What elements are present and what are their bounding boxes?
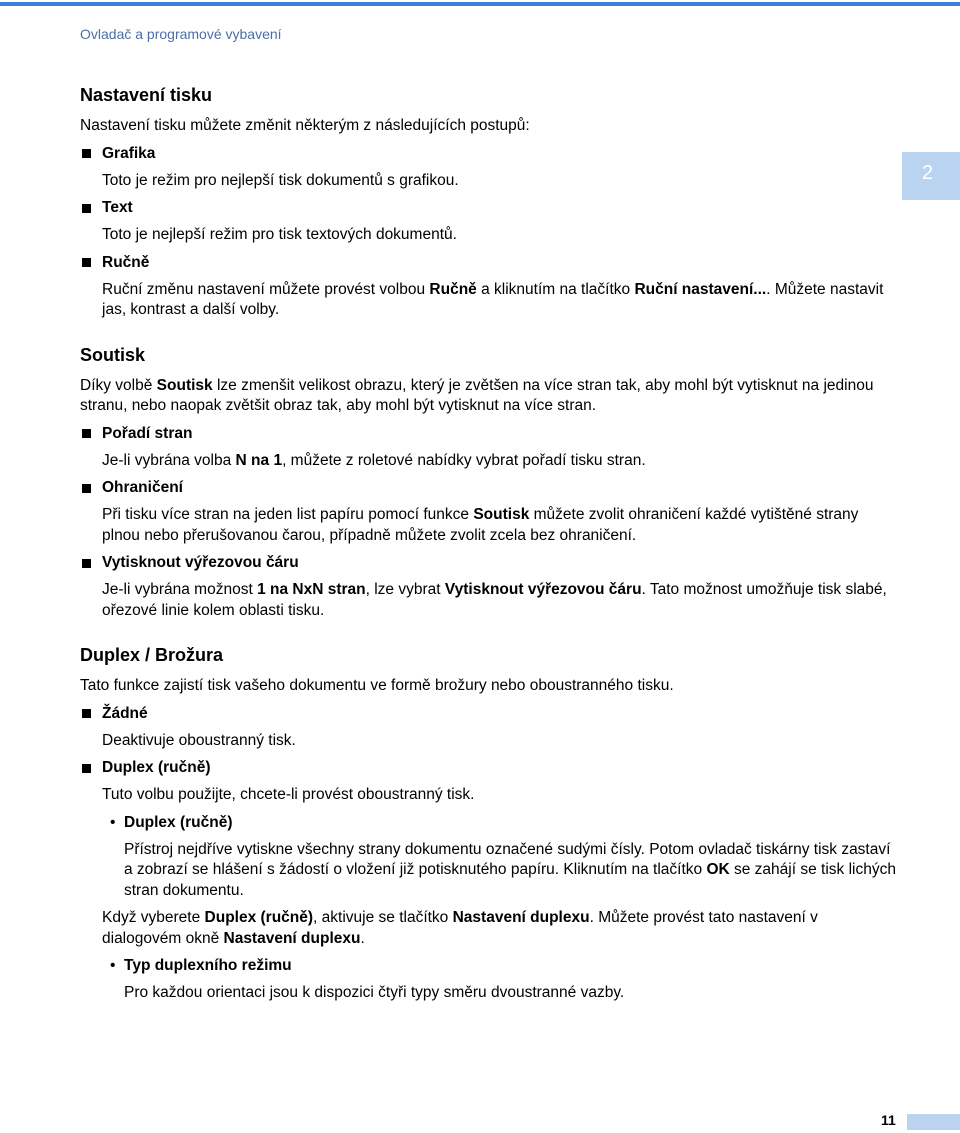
text-run: , aktivuje se tlačítko	[313, 909, 453, 926]
page-number: 11	[881, 1112, 896, 1128]
sub-item-duplex-rucne	[102, 813, 900, 833]
list-item-poradi-stran	[80, 424, 900, 444]
chapter-tab	[902, 152, 960, 200]
list-item-rucne	[80, 253, 900, 273]
item-description	[102, 280, 900, 321]
page-content	[80, 83, 900, 1004]
bold-term: OK	[706, 861, 730, 878]
bold-term: N na 1	[235, 451, 283, 469]
list-item-vyrezova-cara	[80, 553, 900, 573]
sub-item-description	[124, 840, 900, 902]
item-title: Pořadí stran	[102, 424, 193, 442]
sub-item-description: Pro každou orientaci jsou k dispozici čtyři typy směru dvoustranné vazby.	[124, 984, 625, 1001]
item-description	[102, 505, 900, 546]
item-description: Tuto volbu použijte, chcete-li provést oboustranný tisk.	[102, 786, 475, 803]
item-description: Deaktivuje oboustranný tisk.	[102, 731, 296, 749]
bold-term: Nastavení duplexu	[452, 909, 590, 926]
item-title: Ohraničení	[102, 479, 183, 496]
list-item-text	[80, 198, 900, 218]
text-run: , lze vybrat	[365, 581, 445, 598]
item-description	[102, 580, 900, 621]
square-bullet-icon	[82, 429, 91, 438]
text-run: , můžete z roletové nabídky vybrat pořadí tisku stran.	[282, 451, 646, 469]
square-bullet-icon	[82, 764, 91, 773]
section-title-duplex-brozura: Duplex / Brožura	[80, 645, 224, 665]
text-run: se zahájí se tisk lichých stran dokumentu.	[124, 861, 896, 899]
square-bullet-icon	[82, 559, 91, 568]
bold-term: Duplex (ručně)	[204, 909, 314, 926]
sub-item-title: Typ duplexního režimu	[124, 957, 292, 974]
text-run: lze zmenšit velikost obrazu, který je zvětšen na více stran tak, aby mohl být vytisknut na jedinou stranu, nebo naopak zvětšit obraz tak, aby mohl být vytisknut na více stran.	[80, 376, 874, 414]
item-description: Toto je režim pro nejlepší tisk dokumentů s grafikou.	[102, 171, 459, 189]
bold-term: 1 na NxN stran	[257, 581, 366, 598]
chapter-number: 2	[922, 162, 934, 184]
item-title: Duplex (ručně)	[102, 759, 211, 776]
dot-bullet-icon: •	[110, 957, 116, 974]
duplex-settings-paragraph	[102, 908, 900, 949]
list-item-zadne	[80, 704, 900, 724]
item-description: Toto je nejlepší režim pro tisk textových dokumentů.	[102, 226, 457, 243]
item-title: Žádné	[102, 704, 148, 722]
text-run: Ruční změnu nastavení můžete provést volbou	[102, 280, 430, 298]
top-rule	[0, 2, 960, 6]
list-item-duplex-rucne	[80, 758, 900, 778]
text-run: .	[360, 929, 365, 947]
text-run: Je-li vybrána možnost	[102, 581, 258, 598]
text-run: . Můžete provést tato nastavení v dialogovém okně	[102, 909, 818, 947]
item-title: Vytisknout výřezovou čáru	[102, 554, 299, 571]
running-header: Ovladač a programové vybavení	[80, 26, 282, 42]
bold-term: Nastavení duplexu	[223, 929, 361, 947]
square-bullet-icon	[82, 709, 91, 718]
section-title-nastaveni-tisku: Nastavení tisku	[80, 85, 213, 105]
text-run: Při tisku více stran na jeden list papíru pomocí funkce	[102, 506, 474, 523]
bold-term: Soutisk	[156, 376, 213, 394]
bold-term: Ručně	[429, 280, 477, 298]
text-run: můžete zvolit ohraničení každé vytištěné strany plnou nebo přerušovanou čarou, případně můžete zvolit zcela bez ohraničení.	[102, 506, 859, 544]
section-intro: Tato funkce zajistí tisk vašeho dokumentu ve formě brožury nebo oboustranného tisku.	[80, 677, 674, 694]
list-item-ohraniceni	[80, 478, 900, 498]
footer-bar	[907, 1114, 960, 1130]
item-title: Text	[102, 199, 133, 216]
section-intro	[80, 376, 900, 417]
section-title-soutisk: Soutisk	[80, 344, 146, 365]
bold-term: Vytisknout výřezovou čáru	[444, 581, 642, 598]
square-bullet-icon	[82, 258, 91, 267]
text-run: Přístroj nejdříve vytiskne všechny strany dokumentu označené sudými čísly. Potom ovladač tiskárny tisk zastaví a zobrazí se hlášení s žádostí o vložení již potisknutého papíru. Kliknutím na tlačítko	[124, 840, 891, 878]
text-run: Když vyberete	[102, 909, 205, 926]
text-run: . Můžete nastavit jas, kontrast a další volby.	[102, 280, 884, 318]
item-title: Grafika	[102, 144, 156, 162]
text-run: Je-li vybrána volba	[102, 451, 236, 469]
sub-item-title: Duplex (ručně)	[124, 813, 233, 831]
bold-term: Ruční nastavení...	[634, 280, 767, 298]
bold-term: Soutisk	[473, 506, 530, 523]
sub-item-typ-duplexniho-rezimu	[102, 956, 900, 976]
square-bullet-icon	[82, 149, 91, 158]
text-run: Díky volbě	[80, 376, 157, 394]
list-item-grafika	[80, 144, 900, 164]
text-run: . Tato možnost umožňuje tisk slabé, ořezové linie kolem oblasti tisku.	[102, 581, 887, 619]
text-run: a kliknutím na tlačítko	[476, 280, 635, 298]
square-bullet-icon	[82, 204, 91, 213]
item-description	[102, 451, 900, 472]
item-title: Ručně	[102, 253, 150, 271]
dot-bullet-icon: •	[110, 813, 116, 831]
square-bullet-icon	[82, 484, 91, 493]
section-intro: Nastavení tisku můžete změnit některým z následujících postupů:	[80, 117, 530, 134]
